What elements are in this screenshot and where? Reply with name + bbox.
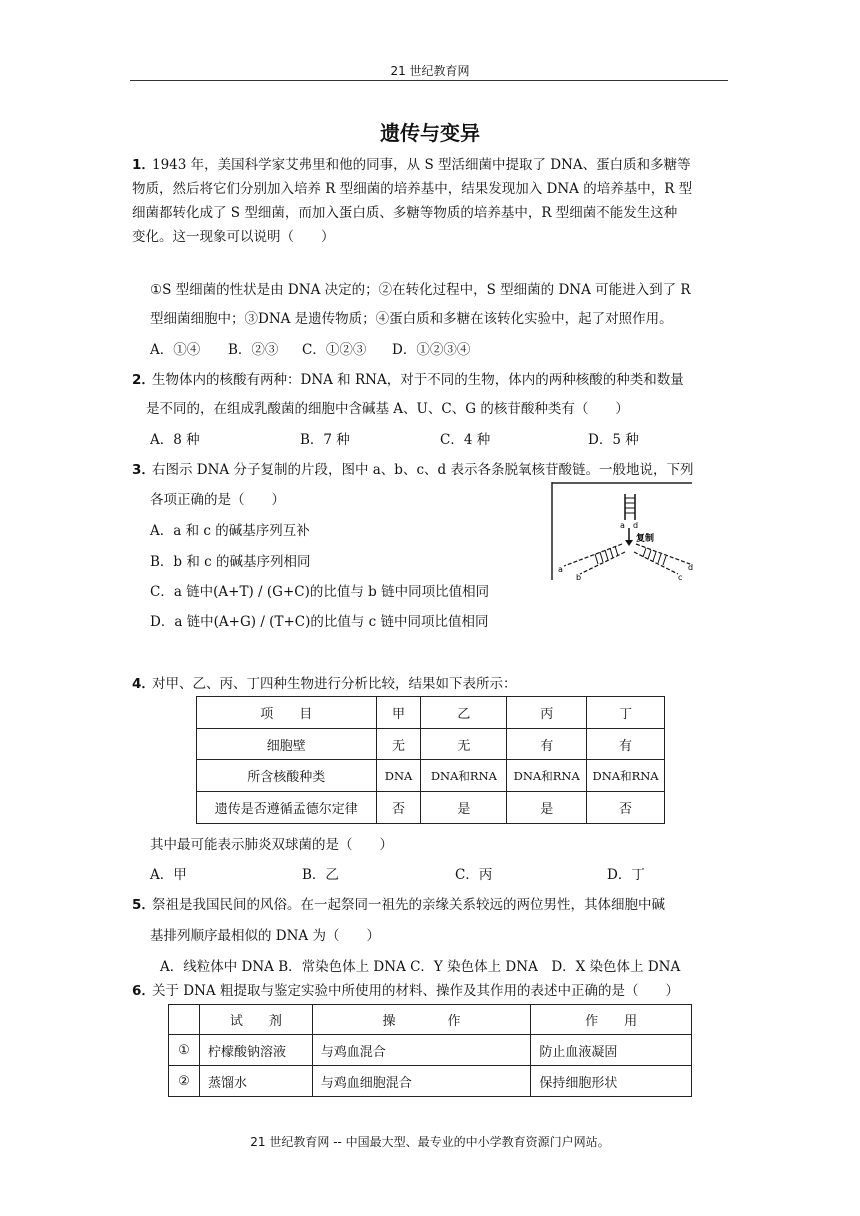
fig-label-d-top: d: [633, 521, 639, 530]
table-row: [169, 1035, 692, 1066]
q6-header-index: [169, 1005, 200, 1035]
q4-number: 4．: [132, 676, 155, 692]
q4-header-jia: 甲: [376, 697, 421, 729]
q2-number: 2．: [132, 372, 155, 388]
q4-table-header-row: [197, 697, 665, 729]
table-cell: DNA: [376, 760, 421, 792]
q1-statement-1: ①S 型细菌的性状是由 DNA 决定的；②在转化过程中，S 型细菌的 DNA 可能进入到了 R: [150, 282, 691, 298]
q1-line-2: 物质，然后将它们分别加入培养 R 型细菌的培养基中，结果发现加入 DNA 的培养基中，R 型: [132, 181, 693, 197]
q4-option-d: D．丁: [607, 867, 645, 883]
q6-intro: 关于 DNA 粗提取与鉴定实验中所使用的材料、操作及其作用的表述中正确的是（ ）: [152, 983, 679, 999]
table-cell: 细胞壁: [197, 729, 377, 760]
table-cell: 所含核酸种类: [197, 760, 377, 792]
q3-option-b: B．b 和 c 的碱基序列相同: [150, 554, 311, 570]
table-cell: 遗传是否遵循孟德尔定律: [197, 792, 377, 824]
q6-number: 6．: [132, 983, 155, 999]
table-row: [197, 760, 665, 792]
q5-line-1: 祭祖是我国民间的风俗。在一起祭同一祖先的亲缘关系较远的两位男性，其体细胞中碱: [152, 897, 665, 913]
q4-intro: 对甲、乙、丙、丁四种生物进行分析比较，结果如下表所示：: [152, 676, 517, 692]
q4-option-a: A．甲: [150, 867, 187, 883]
q3-line-2: 各项正确的是（ ）: [150, 492, 285, 508]
table-cell: DNA和RNA: [587, 760, 665, 792]
q1-number: 1．: [132, 157, 155, 173]
table-row: [197, 729, 665, 760]
q1-statement-2: 型细菌细胞中；③DNA 是遗传物质；④蛋白质和多糖在该转化实验中，起了对照作用。: [150, 311, 673, 327]
fig-label-a-left: a: [558, 565, 563, 574]
table-cell: 是: [507, 792, 587, 824]
fig-label-d-right: d: [688, 563, 694, 572]
header-rule: [130, 80, 728, 81]
q2-option-a: A．8 种: [150, 432, 200, 448]
page-footer: 21 世纪教育网 -- 中国最大型、最专业的中小学教育资源门户网站。: [250, 1135, 610, 1149]
table-cell: 蒸馏水: [199, 1066, 312, 1097]
q4-header-bing: 丙: [507, 697, 587, 729]
q4-header-item: 项 目: [197, 697, 377, 729]
table-cell: 有: [587, 729, 665, 760]
q3-option-a: A．a 和 c 的碱基序列互补: [150, 523, 310, 539]
table-cell: 与鸡血细胞混合: [312, 1066, 531, 1097]
q6-table-header-row: [169, 1005, 692, 1035]
table-cell: 是: [421, 792, 507, 824]
q1-option-c: C．①②③: [302, 342, 367, 358]
table-row: [197, 792, 665, 824]
q3-number: 3．: [132, 462, 155, 478]
table-cell: DNA和RNA: [507, 760, 587, 792]
q4-header-ding: 丁: [587, 697, 665, 729]
table-cell: 与鸡血混合: [312, 1035, 531, 1066]
table-cell: 无: [421, 729, 507, 760]
table-cell: 否: [587, 792, 665, 824]
fig-label-a-top: a: [620, 521, 625, 530]
q4-header-yi: 乙: [421, 697, 507, 729]
q2-option-c: C．4 种: [440, 432, 491, 448]
q5-line-2: 基排列顺序最相似的 DNA 为（ ）: [150, 928, 380, 944]
q1-line-1: 1943 年，美国科学家艾弗里和他的同事，从 S 型活细菌中提取了 DNA、蛋白质和多糖等: [152, 157, 691, 173]
table-cell: 保持细胞形状: [531, 1066, 692, 1097]
table-cell: ②: [169, 1066, 200, 1097]
table-cell: ①: [169, 1035, 200, 1066]
dna-replication-figure: [550, 482, 695, 582]
table-cell: 有: [507, 729, 587, 760]
q2-line-2: 是不同的，在组成乳酸菌的细胞中含碱基 A、U、C、G 的核苷酸种类有（ ）: [146, 401, 629, 417]
fig-label-b: b: [576, 573, 582, 582]
q2-option-d: D．5 种: [588, 432, 639, 448]
q4-question: 其中最可能表示肺炎双球菌的是（ ）: [150, 837, 393, 853]
fig-arrow-label: 复制: [636, 534, 655, 544]
q1-option-d: D．①②③④: [392, 342, 471, 358]
q2-line-1: 生物体内的核酸有两种：DNA 和 RNA，对于不同的生物，体内的两种核酸的种类和数量: [152, 372, 684, 388]
q6-header-function: 作 用: [531, 1005, 692, 1035]
q4-option-b: B．乙: [302, 867, 339, 883]
table-cell: 柠檬酸钠溶液: [199, 1035, 312, 1066]
q6-header-reagent: 试 剂: [199, 1005, 312, 1035]
q3-option-d: D．a 链中(A+G) / (T+C)的比值与 c 链中同项比值相同: [150, 614, 489, 630]
page-title: 遗传与变异: [380, 121, 480, 145]
q3-option-c: C．a 链中(A+T) / (G+C)的比值与 b 链中同项比值相同: [150, 584, 490, 600]
q5-options: A．线粒体中 DNA B．常染色体上 DNA C．Y 染色体上 DNA D．X 染色体上 DNA: [160, 959, 681, 975]
table-cell: 防止血液凝固: [531, 1035, 692, 1066]
q6-table: [168, 1004, 692, 1097]
q1-option-a: A．①④: [150, 342, 201, 358]
q1-line-4: 变化。这一现象可以说明（ ）: [132, 229, 335, 245]
q2-option-b: B．7 种: [300, 432, 350, 448]
table-row: [169, 1066, 692, 1097]
q4-table: [196, 696, 665, 824]
q6-header-operation: 操 作: [312, 1005, 531, 1035]
table-cell: 无: [376, 729, 421, 760]
table-cell: 否: [376, 792, 421, 824]
q1-line-3: 细菌都转化成了 S 型细菌，而加入蛋白质、多糖等物质的培养基中，R 型细菌不能发生这种: [132, 205, 678, 221]
page-header: 21 世纪教育网: [390, 64, 470, 78]
q4-option-c: C．丙: [455, 867, 493, 883]
fig-label-c: c: [678, 573, 683, 582]
table-cell: DNA和RNA: [421, 760, 507, 792]
q5-number: 5．: [132, 897, 155, 913]
q1-option-b: B．②③: [228, 342, 279, 358]
q3-line-1: 右图示 DNA 分子复制的片段，图中 a、b、c、d 表示各条脱氧核苷酸链。一般地说，下列: [152, 462, 694, 478]
